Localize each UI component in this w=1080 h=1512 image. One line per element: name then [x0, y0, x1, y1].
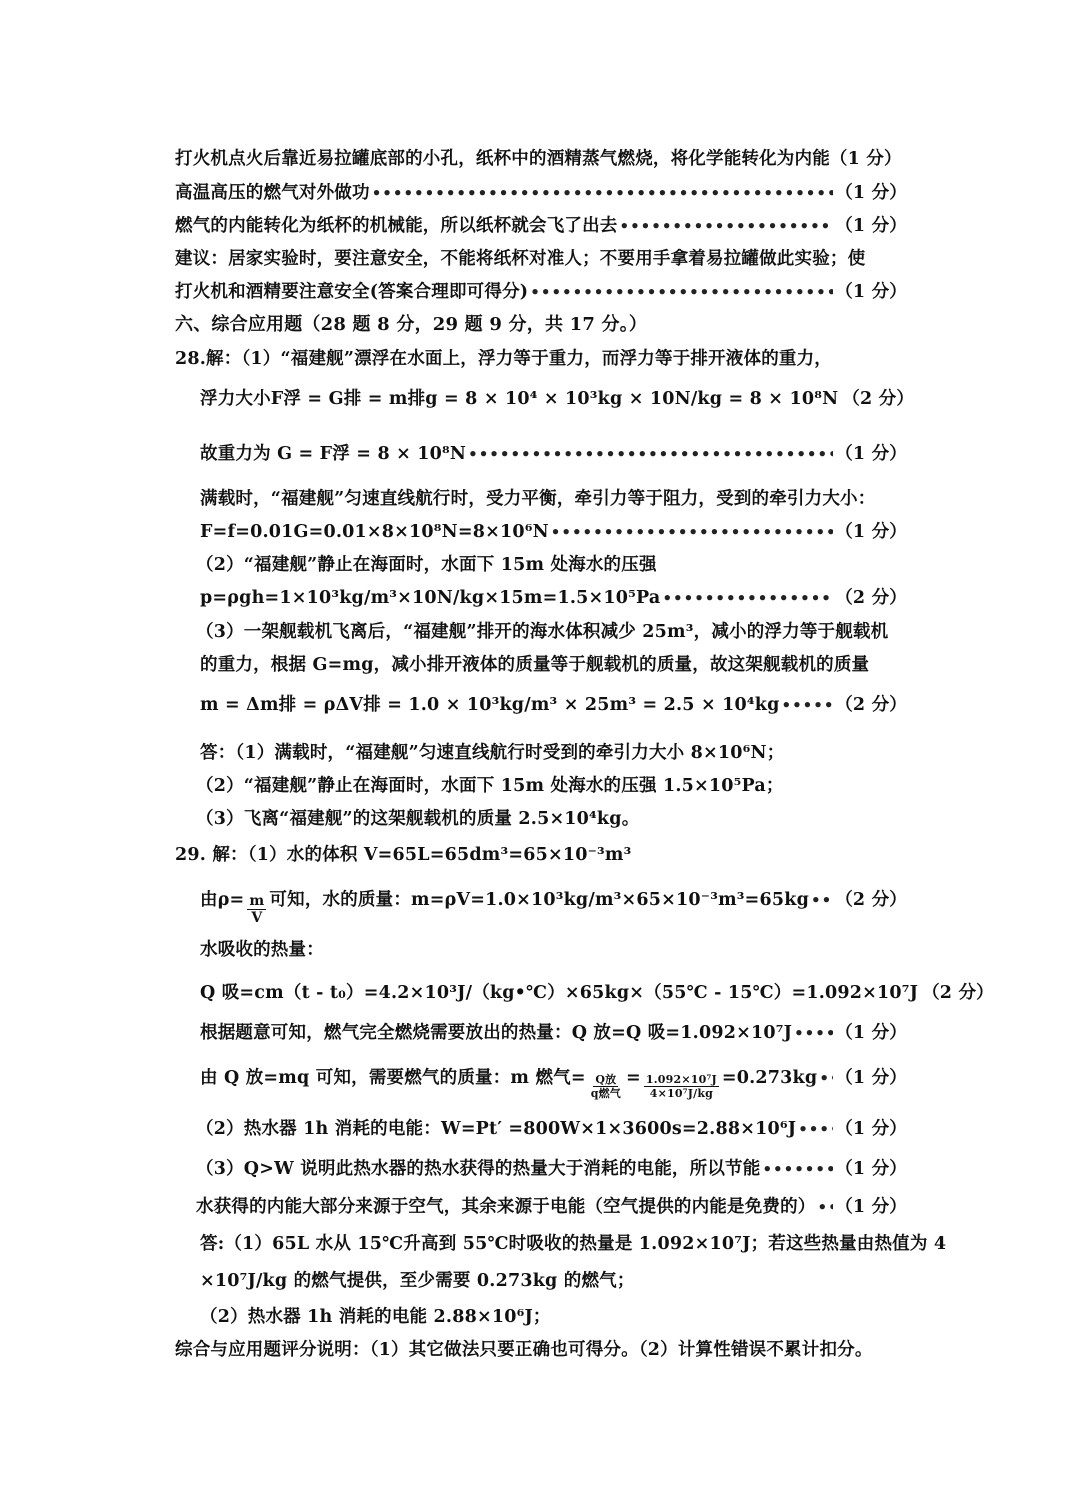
dot-leader: [819, 1066, 833, 1090]
dot-leader: [798, 1117, 833, 1141]
score: （2 分）: [842, 389, 915, 409]
fraction-numerator: Q放: [595, 1073, 617, 1086]
fraction-denominator: q燃气: [590, 1087, 622, 1100]
line-text: 水获得的内能大部分来源于空气，其余来源于电能（空气提供的内能是免费的）: [196, 1197, 816, 1217]
equation: p=ρgh=1×10³kg/m³×10N/kg×15m=1.5×10⁵Pa: [200, 588, 661, 608]
score: （2 分）: [835, 588, 907, 608]
line-answer-29-1b: [200, 1269, 907, 1293]
line-heat-absorbed: [200, 981, 994, 1005]
score: （1 分）: [835, 183, 907, 203]
score: （2 分）: [922, 983, 994, 1003]
line-answer-28-1: [200, 741, 907, 765]
equation: m = Δm排 = ρΔV排 = 1.0 × 10³kg/m³ × 25m³ = 2.5 × 10⁴kg: [200, 695, 780, 715]
score: （1 分）: [835, 1023, 907, 1043]
score: （2 分）: [835, 890, 907, 910]
line-gravity: [200, 442, 907, 466]
fraction-denominator: 4×10⁷J/kg: [649, 1087, 714, 1100]
equation: （2）热水器 1h 消耗的电能：W=Pt′ =800W×1×3600s=2.88×10⁶J: [196, 1119, 797, 1139]
fraction-numerator: 1.092×10⁷J: [645, 1073, 717, 1086]
line-text: 高温高压的燃气对外做功: [175, 183, 370, 203]
line-energy-saving: [196, 1157, 907, 1181]
score: （1 分）: [835, 1197, 907, 1217]
score: （1 分）: [835, 522, 907, 542]
dot-leader: [818, 1195, 834, 1219]
dot-leader: [551, 520, 833, 544]
line-text: 答:（1）65L 水从 15℃升高到 55℃时吸收的热量是 1.092×10⁷J；若这些热量由热值为 4: [200, 1234, 947, 1254]
line-text: 打火机点火后靠近易拉罐底部的小孔，纸杯中的酒精蒸气燃烧，将化学能转化为内能（1 分）: [175, 149, 902, 169]
equation: F=f=0.01G=0.01×8×10⁸N=8×10⁶N: [200, 522, 549, 542]
score: （1 分）: [835, 1159, 907, 1179]
gas-mass-value-fraction: [644, 1073, 719, 1100]
line-text: 答：（1）满载时，“福建舰”匀速直线航行时受到的牵引力大小 8×10⁶N；: [200, 743, 785, 763]
dot-leader: [530, 280, 833, 304]
equation: 根据题意可知，燃气完全燃烧需要放出的热量：Q 放=Q 吸=1.092×10⁷J: [200, 1023, 793, 1043]
fraction-numerator: m: [249, 893, 265, 909]
line-text: （3）Q>W 说明此热水器的热水获得的热量大于消耗的电能，所以节能: [196, 1159, 761, 1179]
dot-leader: [372, 181, 834, 205]
line-gas-mass: [200, 1066, 907, 1100]
line-text: 28.解：（1）“福建舰”漂浮在水面上，浮力等于重力，而浮力等于排开液体的重力，: [175, 349, 833, 369]
line-traction-intro: [200, 487, 907, 511]
gas-mass-fraction: [589, 1073, 623, 1100]
fraction-denominator: V: [251, 910, 263, 926]
score: （1 分）: [835, 1068, 907, 1088]
equation: 可知，水的质量：m=ρV=1.0×10³kg/m³×65×10⁻³m³=65kg: [269, 890, 810, 910]
score: （1 分）: [835, 1119, 907, 1139]
line-pressure-intro: [196, 553, 907, 577]
score: （1 分）: [835, 216, 907, 236]
dot-leader: [762, 1157, 833, 1181]
line-text: （2）“福建舰”静止在海面时，水面下 15m 处海水的压强 1.5×10⁵Pa；: [196, 776, 784, 796]
line-pressure: [200, 586, 907, 610]
line-text: ×10⁷J/kg 的燃气提供，至少需要 0.273kg 的燃气；: [200, 1271, 635, 1291]
line-scoring-note: [175, 1338, 907, 1362]
line-text: （3）一架舰载机飞离后，“福建舰”排开的海水体积减少 25m³，减小的浮力等于舰载机: [196, 622, 889, 642]
line-answer-29-2: [200, 1305, 907, 1329]
line-text: 打火机和酒精要注意安全(答案合理即可得分): [175, 282, 529, 302]
line-electric-energy: [196, 1117, 907, 1141]
line-4: [175, 247, 907, 271]
score: （1 分）: [835, 282, 907, 302]
section-title: [175, 313, 907, 337]
line-text: （3）飞离“福建舰”的这架舰载机的质量 2.5×10⁴kg。: [196, 809, 640, 829]
equation: 故重力为 G = F浮 = 8 × 10⁸N: [200, 444, 467, 464]
dot-leader: [794, 1021, 833, 1045]
equation: =0.273kg: [721, 1068, 818, 1088]
density-fraction: [247, 893, 266, 926]
dot-leader: [662, 586, 833, 610]
score: （1 分）: [835, 444, 907, 464]
line-buoyancy: [200, 387, 915, 411]
equation-prefix: 由ρ=: [200, 890, 245, 910]
line-5: [175, 280, 907, 304]
line-q29-intro: [175, 843, 907, 867]
line-q28-intro: [175, 347, 907, 371]
line-answer-29-1: [200, 1232, 947, 1256]
equation: 浮力大小F浮 = G排 = m排g = 8 × 10⁴ × 10³kg × 10N/kg = 8 × 10⁸N: [200, 389, 839, 409]
line-aircraft-mass: [200, 693, 907, 717]
dot-leader: [620, 214, 834, 238]
line-text: 满载时，“福建舰”匀速直线航行时，受力平衡，牵引力等于阻力，受到的牵引力大小：: [200, 489, 876, 509]
line-aircraft-reason: [200, 653, 907, 677]
line-text: 建议：居家实验时，要注意安全，不能将纸杯对准人；不要用手拿着易拉罐做此实验；使: [175, 249, 866, 269]
line-text: 燃气的内能转化为纸杯的机械能，所以纸杯就会飞了出去: [175, 216, 618, 236]
dot-leader: [782, 693, 834, 717]
line-answer-28-2: [196, 774, 907, 798]
line-3: [175, 214, 907, 238]
dot-leader: [811, 888, 833, 912]
scoring-note: 综合与应用题评分说明：（1）其它做法只要正确也可得分。（2）计算性错误不累计扣分。: [175, 1340, 873, 1360]
line-aircraft-intro: [196, 620, 907, 644]
line-text: 的重力，根据 G=mg，减小排开液体的质量等于舰载机的质量，故这架舰载机的质量: [200, 655, 870, 675]
line-traction: [200, 520, 907, 544]
line-text: 29. 解：（1）水的体积 V=65L=65dm³=65×10⁻³m³: [175, 845, 632, 865]
equation: Q 吸=cm（t - t₀）=4.2×10³J/（kg•℃）×65kg×（55℃ - 15℃）=1.092×10⁷J: [200, 983, 919, 1003]
dot-leader: [468, 442, 833, 466]
line-heat-released: [200, 1021, 907, 1045]
line-1: [175, 147, 907, 171]
equation-prefix: 由 Q 放=mq 可知，需要燃气的质量：m 燃气=: [200, 1068, 586, 1088]
line-text: （2）“福建舰”静止在海面时，水面下 15m 处海水的压强: [196, 555, 657, 575]
line-heat-intro: [200, 938, 907, 962]
line-water-mass: [200, 888, 907, 926]
line-2: [175, 181, 907, 205]
line-energy-source: [196, 1195, 907, 1219]
score: （2 分）: [835, 695, 907, 715]
line-answer-28-3: [196, 807, 907, 831]
equals-sign: =: [626, 1068, 641, 1088]
section-heading: 六、综合应用题（28 题 8 分，29 题 9 分，共 17 分。）: [175, 314, 648, 335]
line-text: （2）热水器 1h 消耗的电能 2.88×10⁶J；: [200, 1307, 551, 1327]
line-text: 水吸收的热量：: [200, 940, 324, 960]
